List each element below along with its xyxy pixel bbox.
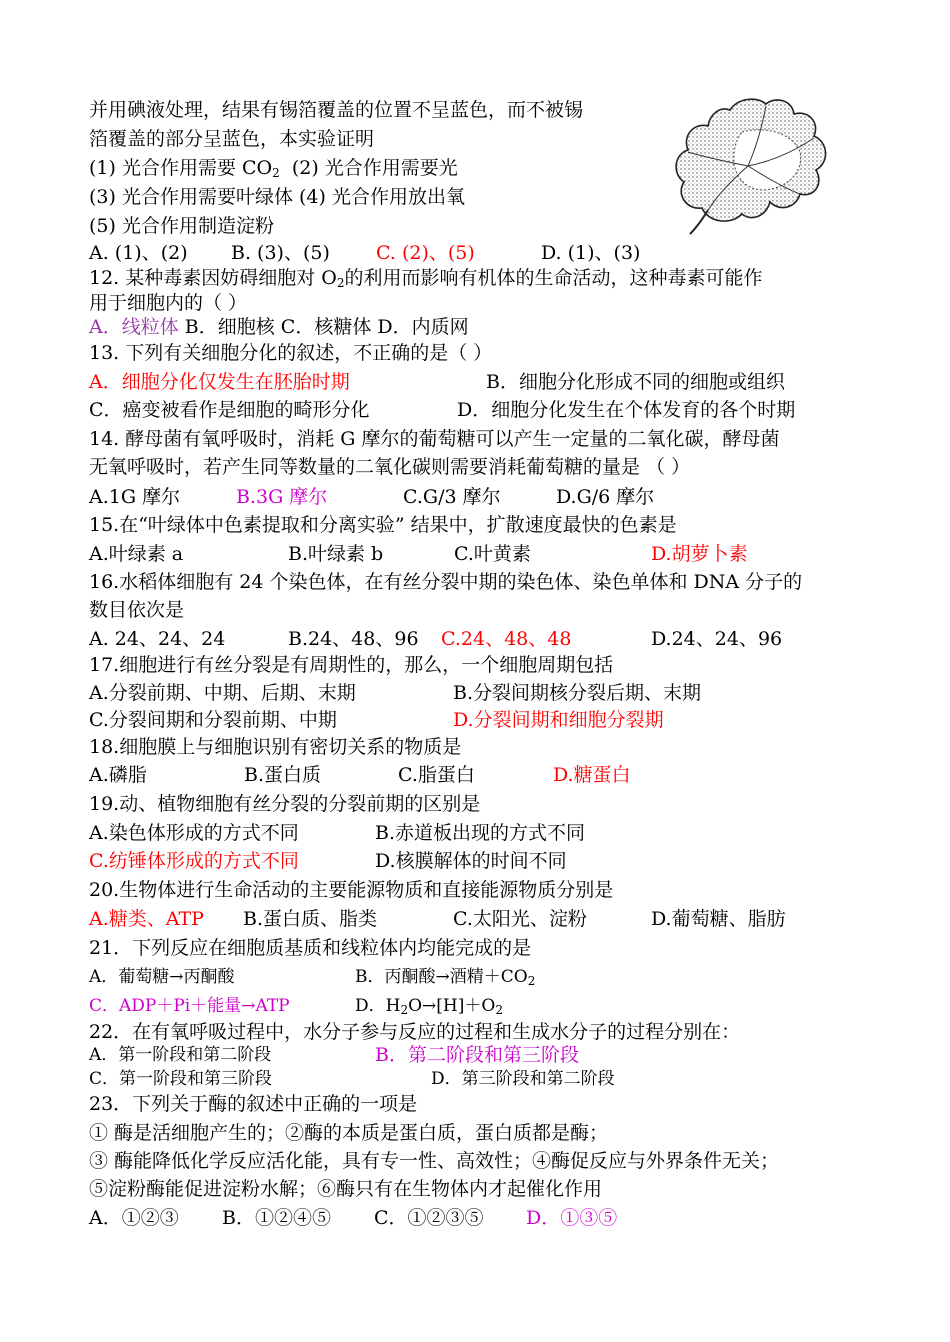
- q12-options-rest: B．细胞核 C．核糖体 D．内质网: [178, 316, 469, 338]
- q19-option-d: D.核膜解体的时间不同: [375, 850, 567, 872]
- q11-line-1: 并用碘液处理，结果有锡箔覆盖的位置不呈蓝色，而不被锡: [89, 99, 584, 121]
- q11-statement-2: (3) 光合作用需要叶绿体 (4) 光合作用放出氧: [89, 186, 465, 208]
- q23-statement-line-3: ⑤淀粉酶能促进淀粉水解；⑥酶只有在生物体内才起催化作用: [89, 1178, 603, 1200]
- q15-option-c: C.叶黄素: [454, 543, 531, 565]
- q19-stem: 19.动、植物细胞有丝分裂的分裂前期的区别是: [89, 793, 481, 815]
- q23-statement-line-1: ① 酶是活细胞产生的；②酶的本质是蛋白质，蛋白质都是酶；: [89, 1122, 609, 1144]
- q14-option-c: C.G/3 摩尔: [403, 486, 501, 508]
- q21-option-c-answer: C．ADP＋Pi＋能量→ATP: [89, 996, 290, 1016]
- q12-option-a-answer: A．线粒体: [89, 316, 179, 338]
- q23-option-b: B．①②④⑤: [222, 1207, 331, 1229]
- q15-option-d-answer: D.胡萝卜素: [651, 543, 748, 565]
- q18-option-c: C.脂蛋白: [398, 764, 475, 786]
- q23-stem: 23．下列关于酶的叙述中正确的一项是: [89, 1093, 418, 1115]
- q23-option-d-answer: D．①③⑤: [526, 1207, 618, 1229]
- q11-line-2: 箔覆盖的部分呈蓝色，本实验证明: [89, 128, 375, 150]
- q21-stem: 21．下列反应在细胞质基质和线粒体内均能完成的是: [89, 937, 532, 959]
- q11-option-c-answer: C. (2)、(5): [376, 242, 475, 264]
- q14-option-a: A.1G 摩尔: [89, 486, 181, 508]
- q18-option-a: A.磷脂: [89, 764, 147, 786]
- q12-stem-line-1: 12. 某种毒素因妨碍细胞对 $O_2$的利用而影响有机体的生命活动，这种毒素可能作: [89, 267, 763, 290]
- q22-option-d: D．第三阶段和第二阶段: [431, 1069, 615, 1089]
- q18-option-d-answer: D.糖蛋白: [553, 764, 631, 786]
- q19-option-c-answer: C.纺锤体形成的方式不同: [89, 850, 299, 872]
- q16-stem-line-1: 16.水稻体细胞有 24 个染色体，在有丝分裂中期的染色体、染色单体和 DNA 分子的: [89, 571, 803, 593]
- q11-statement-1: (1) 光合作用需要 $CO_2$ (2) 光合作用需要光: [89, 157, 458, 180]
- q22-stem: 22．在有氧呼吸过程中，水分子参与反应的过程和生成水分子的过程分别在：: [89, 1021, 741, 1043]
- q12-options: [89, 315, 469, 339]
- q14-stem-line-1: 14. 酵母菌有氧呼吸时，消耗 G 摩尔的葡萄糖可以产生一定量的二氧化碳，酵母菌: [89, 428, 780, 450]
- q11-option-d: D. (1)、(3): [541, 242, 641, 264]
- q16-option-c-answer: C.24、48、48: [441, 628, 572, 650]
- q20-option-a-answer: A.糖类、ATP: [89, 908, 204, 930]
- q18-stem: 18.细胞膜上与细胞识别有密切关系的物质是: [89, 736, 462, 758]
- q15-option-b: B.叶绿素 b: [288, 543, 384, 565]
- q13-stem: 13. 下列有关细胞分化的叙述，不正确的是（ ）: [89, 342, 493, 364]
- q19-option-a: A.染色体形成的方式不同: [89, 822, 299, 844]
- q15-stem: 15.在“叶绿体中色素提取和分离实验” 结果中，扩散速度最快的色素是: [89, 514, 677, 536]
- q14-option-b-answer: B.3G 摩尔: [236, 486, 328, 508]
- q17-option-b: B.分裂间期核分裂后期、末期: [453, 682, 702, 704]
- q20-option-d: D.葡萄糖、脂肪: [651, 908, 786, 930]
- q21-option-b: B．丙酮酸→酒精$+CO_2$: [355, 967, 536, 988]
- q16-stem-line-2: 数目依次是: [89, 599, 185, 621]
- q11-option-b: B. (3)、(5): [231, 242, 330, 264]
- leaf-illustration: [668, 92, 838, 242]
- q21-option-d: D．$H_2O\to[H]+O_2$: [355, 996, 503, 1017]
- q18-option-b: B.蛋白质: [244, 764, 322, 786]
- q12-stem-line-2: 用于细胞内的（ ）: [89, 292, 248, 314]
- q14-option-d: D.G/6 摩尔: [556, 486, 655, 508]
- q22-option-c: C．第一阶段和第三阶段: [89, 1069, 273, 1089]
- q16-option-a: A. 24、24、24: [89, 628, 226, 650]
- q17-option-c: C.分裂间期和分裂前期、中期: [89, 709, 337, 731]
- q16-option-d: D.24、24、96: [651, 628, 783, 650]
- q22-option-b-answer: B．第二阶段和第三阶段: [375, 1044, 579, 1066]
- q13-option-b: B．细胞分化形成不同的细胞或组织: [486, 371, 785, 393]
- q11-statement-3: (5) 光合作用制造淀粉: [89, 215, 274, 237]
- q23-statement-line-2: ③ 酶能降低化学反应活化能，具有专一性、高效性；④酶促反应与外界条件无关；: [89, 1150, 780, 1172]
- q15-option-a: A.叶绿素 a: [89, 543, 184, 565]
- q19-option-b: B.赤道板出现的方式不同: [375, 822, 586, 844]
- q22-option-a: A．第一阶段和第二阶段: [89, 1045, 272, 1065]
- q17-stem: 17.细胞进行有丝分裂是有周期性的，那么，一个细胞周期包括: [89, 654, 614, 676]
- q17-option-a: A.分裂前期、中期、后期、末期: [89, 682, 356, 704]
- q13-option-a-answer: A．细胞分化仅发生在胚胎时期: [89, 371, 350, 393]
- q13-option-d: D．细胞分化发生在个体发育的各个时期: [457, 399, 796, 421]
- q21-option-a: A．葡萄糖→丙酮酸: [89, 967, 235, 987]
- q20-stem: 20.生物体进行生命活动的主要能源物质和直接能源物质分别是: [89, 879, 614, 901]
- q20-option-b: B.蛋白质、脂类: [243, 908, 378, 930]
- q23-option-c: C．①②③⑤: [374, 1207, 484, 1229]
- q14-stem-line-2: 无氧呼吸时，若产生同等数量的二氧化碳则需要消耗葡萄糖的量是 （ ）: [89, 456, 691, 478]
- q11-option-a: A. (1)、(2): [89, 242, 188, 264]
- q16-option-b: B.24、48、96: [288, 628, 419, 650]
- q23-option-a: A．①②③: [89, 1207, 179, 1229]
- q17-option-d-answer: D.分裂间期和细胞分裂期: [453, 709, 664, 731]
- q20-option-c: C.太阳光、淀粉: [453, 908, 587, 930]
- q13-option-c: C．癌变被看作是细胞的畸形分化: [89, 399, 370, 421]
